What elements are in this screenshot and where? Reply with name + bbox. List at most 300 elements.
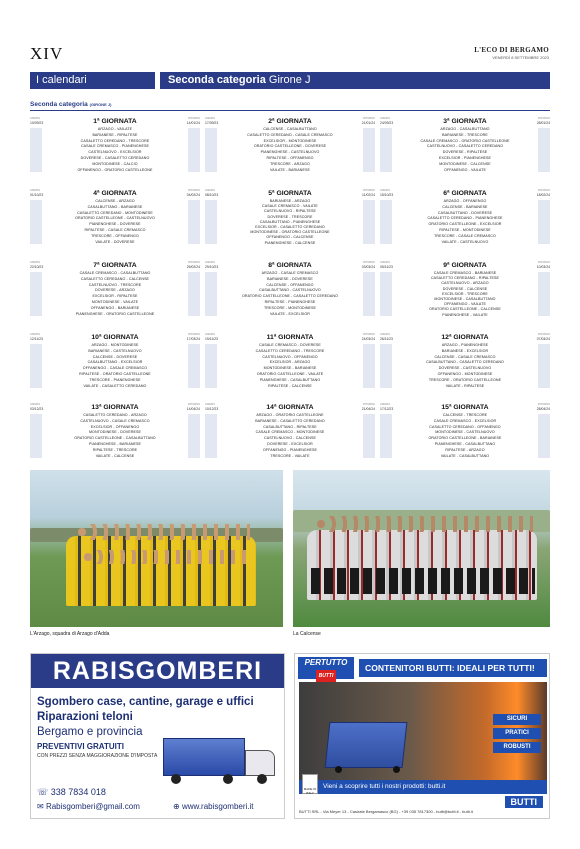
subtitle-rule	[30, 110, 550, 111]
right-strip	[188, 200, 200, 244]
match-list	[48, 343, 182, 389]
match: CASTELNUOVO - CALCENSE	[264, 436, 316, 441]
ad1-line3: Bergamo e provincia	[37, 726, 143, 738]
ritorno-date: 25/02/24	[186, 265, 200, 269]
andata-date: 22/10/23	[30, 265, 44, 269]
match: OFFANENGO - ORATORIO CASTELLEONE	[77, 167, 153, 172]
match: PIANENGHESE - CASTELNUOVO	[260, 150, 320, 155]
andata-date: 19/11/23	[205, 337, 218, 341]
andata-label: ANDATA	[380, 403, 391, 406]
masthead	[474, 46, 549, 60]
match: DOVERESE - EXCELSIOR	[267, 442, 313, 447]
round-title: 9ª GIORNATA	[443, 262, 487, 269]
ritorno-date: 11/02/24	[362, 193, 375, 197]
andata-date: 17/12/23	[380, 407, 394, 411]
right-strip	[538, 272, 550, 316]
match: MONTODINESE - BARIANESE	[263, 366, 317, 371]
round-card	[205, 189, 375, 247]
globe-icon: ⊕	[173, 802, 180, 811]
match: OFFANENGO - CASALE CREMASCO	[82, 366, 148, 371]
match: MONTODINESE - CASALBUTTANO	[434, 297, 496, 302]
match: CASALBUTTANO - DOVERESE	[437, 210, 493, 215]
round-title: 13ª GIORNATA	[91, 404, 139, 411]
match: TRESCORE - ARZAGO	[270, 161, 310, 166]
match: RIPALTESE - CASALE CREMASCO	[84, 228, 146, 233]
match: ORATORIO CASTELLEONE - BARIANESE	[428, 436, 502, 441]
match: CALCENSE - DOVERESE	[92, 354, 138, 359]
ad1-line5: CON PREZZI SENZA MAGGIORAZIONE D'IMPOSTA	[37, 753, 158, 759]
ad2-headline: CONTENITORI BUTTI: IDEALI PER TUTTI!	[359, 659, 547, 677]
andata-label: ANDATA	[205, 403, 216, 406]
match: CASTELNUOVO - ARZAGO	[441, 281, 489, 286]
match: EXCELSIOR - RIPALTESE	[92, 294, 138, 299]
section-title: Seconda categoria	[168, 74, 266, 86]
ad2-brand: BUTTI	[505, 796, 544, 808]
ritorno-date: 28/04/24	[536, 407, 550, 411]
andata-date: 29/10/23	[205, 265, 219, 269]
match: ARZAGO - ORATORIO CASTELLEONE	[256, 413, 324, 417]
round-title: 2ª GIORNATA	[268, 118, 312, 125]
match: DOVERESE - CASALETTO CEREDANO	[80, 156, 150, 161]
ad1-web[interactable]	[173, 802, 254, 811]
match: DOVERESE - RIPALTESE	[442, 150, 488, 155]
round-card	[205, 261, 375, 319]
ad1-line1: Sgombero case, cantine, garage e uffici	[37, 696, 254, 708]
match-list	[223, 413, 357, 459]
ritorno-date: 04/02/24	[186, 193, 200, 197]
match: TRESCORE - MONTODINESE	[263, 305, 317, 310]
match: ARZAGO - OFFANENGO	[443, 199, 487, 203]
ritorno-label: RITORNO	[363, 261, 375, 264]
match: CASALETTO CEREDANO - TRESCORE	[255, 348, 325, 353]
andata-label: ANDATA	[380, 261, 391, 264]
match: VAILATE - DOVERESE	[95, 239, 135, 244]
left-strip	[380, 272, 392, 316]
andata-label: ANDATA	[30, 403, 41, 406]
round-card	[205, 333, 375, 391]
match: ARZAGO - MONTODINESE	[91, 343, 139, 347]
round-card	[205, 403, 375, 461]
match: VAILATE - CASTELNUOVO	[441, 239, 489, 244]
right-strip	[538, 128, 550, 172]
match: VAILATE - EXCELSIOR	[270, 311, 310, 316]
match: RIPALTESE - MONTODINESE	[439, 228, 491, 233]
match: CASALE CREMASCO - DOVERESE	[259, 343, 321, 347]
match: CASALE CREMASCO - VAILATE	[262, 204, 318, 209]
subtitle	[30, 101, 111, 108]
andata-label: ANDATA	[205, 261, 216, 264]
ritorno-label: RITORNO	[363, 117, 375, 120]
match: OFFANENGO - VAILATE	[444, 302, 486, 307]
photo-calcense-caption: La Calcense	[293, 631, 321, 637]
andata-date: 26/11/23	[380, 337, 393, 341]
right-strip	[188, 414, 200, 458]
match: VAILATE - BARIANESE	[270, 167, 310, 172]
right-strip	[188, 344, 200, 388]
ritorno-date: 07/04/24	[536, 337, 550, 341]
ad1-line4: PREVENTIVI GRATUITI	[37, 742, 124, 751]
match: ARZAGO - VAILATE	[97, 127, 133, 131]
match: RIPALTESE - PIANENGHESE	[264, 300, 316, 305]
ritorno-date: 14/01/24	[186, 121, 200, 125]
ritorno-label: RITORNO	[363, 403, 375, 406]
match: VAILATE - CASALBUTTANO	[440, 453, 490, 458]
match: OFFANENGO - CALCENSE	[266, 235, 314, 240]
left-strip	[380, 414, 392, 458]
ritorno-label: RITORNO	[363, 333, 375, 336]
ritorno-label: RITORNO	[538, 189, 550, 192]
ritorno-date: 10/03/24	[536, 265, 550, 269]
ritorno-date: 18/02/24	[536, 193, 550, 197]
photo-arzago-caption: L'Arzago, squadra di Arzago d'Adda	[30, 631, 110, 637]
andata-date: 12/11/23	[30, 337, 43, 341]
round-card	[30, 117, 200, 175]
round-card	[205, 117, 375, 175]
match: PIANENGHESE - CALCENSE	[264, 240, 316, 245]
round-title: 11ª GIORNATA	[266, 334, 314, 341]
match: PIANENGHESE - DOVERESE	[89, 222, 141, 227]
round-card	[380, 189, 550, 247]
phone-icon: ☏	[37, 787, 49, 797]
andata-label: ANDATA	[205, 117, 216, 120]
match: BARIANESE - EXCELSIOR	[441, 348, 489, 353]
ritorno-date: 28/01/24	[536, 121, 550, 125]
match: OFFANENGO - MONTODINESE	[437, 372, 493, 377]
andata-label: ANDATA	[380, 189, 391, 192]
andata-label: ANDATA	[30, 333, 41, 336]
match: CASALBUTTANO - BARIANESE	[87, 204, 143, 209]
match: EXCELSIOR - ARZAGO	[269, 360, 311, 365]
right-strip	[538, 200, 550, 244]
match: CALCENSE - BARIANESE	[442, 204, 488, 209]
left-strip	[205, 414, 217, 458]
badge-robusti: ROBUSTI	[493, 742, 541, 753]
right-strip	[363, 344, 375, 388]
left-strip	[205, 200, 217, 244]
right-strip	[538, 344, 550, 388]
match: CASALETTO CEREDANO - PIANENGHESE	[427, 216, 503, 221]
match: ORATORIO CASTELLEONE - CASTELNUOVO	[75, 216, 155, 221]
match: RIPALTESE - OFFANENGO	[266, 156, 314, 161]
ad1-email[interactable]	[37, 802, 140, 811]
match: VAILATE - CALCENSE	[95, 453, 135, 458]
match: CASALETTO CEREDANO - CASALE CREMASCO	[247, 132, 333, 137]
match-list	[223, 127, 357, 173]
match: CASALBUTTANO - RIPALTESE	[263, 424, 317, 429]
match: CASTELNUOVO - RIPALTESE	[264, 209, 316, 214]
round-card	[380, 117, 550, 175]
match: CASALETTO CEREDANO - RIPALTESE	[430, 276, 500, 281]
match: CASALBUTTANO - PIANENGHESE	[259, 219, 321, 224]
match: ORATORIO CASTELLEONE - VAILATE	[256, 372, 324, 377]
andata-date: 05/11/23	[380, 265, 393, 269]
match: BARIANESE - ARZAGO	[269, 199, 311, 203]
match: BARIANESE - CASALETTO CEREDANO	[255, 418, 325, 423]
left-strip	[205, 128, 217, 172]
ritorno-date: 24/03/24	[361, 337, 375, 341]
match: ORATORIO CASTELLEONE - CASALETTO CEREDANO	[242, 294, 338, 299]
round-card	[30, 189, 200, 247]
andata-date: 10/09/23	[30, 121, 44, 125]
match: CASTELNUOVO - CASALETTO CEREDANO	[426, 144, 504, 149]
ad1-brand: RABISGOMBERI	[31, 654, 284, 688]
andata-date: 17/09/23	[205, 121, 219, 125]
match: TRESCORE - PIANENGHESE	[89, 377, 141, 382]
ritorno-label: RITORNO	[538, 403, 550, 406]
match: CASALETTO CEREDANO - ARZAGO	[83, 413, 147, 417]
match: ORATORIO CASTELLEONE - CALCENSE	[429, 307, 501, 312]
right-strip	[538, 414, 550, 458]
page-number: XIV	[30, 44, 64, 63]
match: CASALE CREMASCO - ORATORIO CASTELLEONE	[420, 138, 510, 143]
match: PIANENGHESE - ORATORIO CASTELLEONE	[75, 311, 155, 316]
ritorno-date: 17/03/24	[186, 337, 200, 341]
left-strip	[30, 128, 42, 172]
andata-label: ANDATA	[205, 189, 216, 192]
match: OFFANENGO - BARIANESE	[90, 305, 140, 310]
match: DOVERESE - ARZAGO	[95, 288, 135, 293]
match: MONTODINESE - CALCIO	[92, 161, 138, 166]
ritorno-date: 21/01/24	[361, 121, 375, 125]
andata-label: ANDATA	[205, 333, 216, 336]
match: BARIANESE - DOVERESE	[267, 276, 313, 281]
match: CALCENSE - OFFANENGO	[266, 282, 314, 287]
badge-pratici: PRATICI	[493, 728, 541, 739]
match: CASALBUTTANO - EXCELSIOR	[87, 360, 143, 365]
match-list	[223, 199, 357, 245]
match: MONTODINESE - DOVERESE	[88, 430, 142, 435]
ritorno-label: RITORNO	[188, 189, 200, 192]
match: EXCELSIOR - CASALETTO CEREDANO	[255, 225, 325, 230]
match-list	[398, 199, 532, 245]
right-strip	[188, 272, 200, 316]
issue-date: VENERDÌ 8 SETTEMBRE 2023	[492, 55, 549, 60]
subtitle-main: Seconda categoria	[30, 101, 88, 108]
photo-arzago	[30, 470, 283, 627]
left-strip	[30, 272, 42, 316]
match: CALCENSE - CASALBUTTANO	[263, 127, 317, 131]
round-title: 7ª GIORNATA	[93, 262, 137, 269]
match: OFFANENGO - PIANENGHESE	[262, 447, 318, 452]
andata-label: ANDATA	[380, 117, 391, 120]
match: BARIANESE - RIPALTESE	[92, 132, 138, 137]
ritorno-label: RITORNO	[188, 261, 200, 264]
left-strip	[30, 200, 42, 244]
ritorno-label: RITORNO	[188, 117, 200, 120]
andata-date: 15/10/23	[380, 193, 394, 197]
match: CASALE CREMASCO - EXCELSIOR	[433, 418, 497, 423]
right-strip	[363, 272, 375, 316]
left-strip	[380, 200, 392, 244]
match: CASALETTO CEREDANO - MONTODINESE	[77, 210, 153, 215]
ritorno-label: RITORNO	[538, 261, 550, 264]
ritorno-label: RITORNO	[538, 117, 550, 120]
match: EXCELSIOR - TRESCORE	[442, 291, 488, 296]
ad-rabisgomberi[interactable]	[30, 653, 285, 819]
match: PIANENGHESE - CASALBUTTANO	[259, 377, 321, 382]
match-list	[398, 127, 532, 173]
butti-logo-sub: BUTTI	[316, 670, 337, 682]
match: PIANENGHESE - CASALBUTTANO	[434, 442, 496, 447]
round-title: 15ª GIORNATA	[441, 404, 489, 411]
andata-label: ANDATA	[380, 333, 391, 336]
match: CASALE CREMASCO - CASALBUTTANO	[79, 271, 151, 275]
left-strip	[30, 344, 42, 388]
round-card	[380, 261, 550, 319]
match: EXCELSIOR - PIANENGHESE	[438, 156, 492, 161]
match: CASALE CREMASCO - BARIANESE	[433, 271, 497, 275]
right-strip	[188, 128, 200, 172]
match: CASTELNUOVO - EXCELSIOR	[88, 150, 142, 155]
match: TRESCORE - OFFANENGO	[91, 233, 139, 238]
left-strip	[205, 344, 217, 388]
round-title: 1ª GIORNATA	[93, 118, 137, 125]
ad1-email-text: Rabisgomberi@gmail.com	[45, 802, 140, 811]
match-list	[48, 413, 182, 459]
butti-logo	[298, 657, 354, 679]
match: RIPALTESE - ORATORIO CASTELLEONE	[79, 372, 151, 377]
match: RIPALTESE - ARZAGO	[445, 447, 485, 452]
ad-butti[interactable]	[294, 653, 550, 819]
match: DOVERESE - CASTELNUOVO	[438, 366, 492, 371]
andata-date: 01/10/23	[30, 193, 44, 197]
match: CASALETTO CEREDANO - OFFANENGO	[429, 424, 501, 429]
match: MONTODINESE - CASTELNUOVO	[435, 430, 495, 435]
match: PIANENGHESE - VAILATE	[442, 312, 488, 317]
round-title: 3ª GIORNATA	[443, 118, 487, 125]
badge-sicuri: SICURI	[493, 714, 541, 725]
truck-image	[163, 738, 281, 786]
match-list	[398, 271, 532, 317]
section-title-bar	[160, 72, 550, 89]
newspaper-name: L'ECO DI BERGAMO	[474, 46, 549, 54]
round-title: 4ª GIORNATA	[93, 190, 137, 197]
match: EXCELSIOR - MONTODINESE	[263, 138, 317, 143]
match: CASALETTO CEREDANO - CALCENSE	[80, 276, 150, 281]
match: MONTODINESE - VAILATE	[91, 300, 139, 305]
subtitle-small: (GIRONE J)	[89, 102, 112, 107]
made-in-italy-badge: MADE IN ITALY	[302, 774, 318, 794]
match-list	[398, 413, 532, 459]
match: RIPALTESE - TRESCORE	[92, 447, 138, 452]
match-list	[48, 271, 182, 317]
round-title: 14ª GIORNATA	[266, 404, 314, 411]
match: MONTODINESE - ORATORIO CASTELLEONE	[250, 230, 330, 235]
right-strip	[363, 128, 375, 172]
match: EXCELSIOR - OFFANENGO	[90, 424, 140, 429]
match: BARIANESE - CASTELNUOVO	[88, 348, 142, 353]
match: CALCENSE - TRESCORE	[442, 413, 488, 417]
photo-calcense	[293, 470, 550, 627]
match: CASTELNUOVO - TRESCORE	[88, 282, 142, 287]
round-title: 5ª GIORNATA	[268, 190, 312, 197]
match: VAILATE - CASALETTO CEREDANO	[83, 383, 147, 388]
andata-date: 10/12/23	[205, 407, 219, 411]
match: ORATORIO CASTELLEONE - DOVERESE	[253, 144, 327, 149]
match: CASALBUTTANO - CASALETTO CEREDANO	[426, 360, 504, 365]
section-girone: Girone J	[268, 74, 311, 86]
ad2-tagline: Vieni a scoprire tutti i nostri prodotti: butti.it	[299, 780, 547, 794]
match: OFFANENGO - VAILATE	[444, 167, 486, 172]
match: CASTELNUOVO - CASALE CREMASCO	[80, 418, 150, 423]
left-strip	[30, 414, 42, 458]
match: CASTELNUOVO - OFFANENGO	[262, 354, 318, 359]
left-strip	[380, 344, 392, 388]
round-card	[30, 333, 200, 391]
match: ARZAGO - CASALE CREMASCO	[261, 271, 319, 275]
ad2-footer: BUTTI SRL - Via Meyer 13 - Casirate Bergamasco (BG) - +39 035 7817300 - butti@butti.it - butti.it	[299, 809, 473, 814]
section-label: I calendari	[30, 72, 155, 89]
ritorno-date: 21/04/24	[361, 407, 375, 411]
round-title: 8ª GIORNATA	[268, 262, 312, 269]
round-title: 10ª GIORNATA	[91, 334, 139, 341]
round-card	[380, 403, 550, 461]
andata-date: 08/10/23	[205, 193, 219, 197]
match-list	[223, 343, 357, 389]
round-card	[30, 403, 200, 461]
match-list	[398, 343, 532, 389]
right-strip	[363, 200, 375, 244]
match: TRESCORE - VAILATE	[270, 453, 310, 458]
match: ORATORIO CASTELLEONE - CASALBUTTANO	[74, 436, 156, 441]
ad1-line2: Riparazioni teloni	[37, 711, 133, 723]
match: ARZAGO - CASALBUTTANO	[440, 127, 490, 131]
round-title: 12ª GIORNATA	[441, 334, 489, 341]
ritorno-label: RITORNO	[188, 333, 200, 336]
match: ORATORIO CASTELLEONE - EXCELSIOR	[428, 222, 502, 227]
ritorno-label: RITORNO	[363, 189, 375, 192]
round-card	[380, 333, 550, 391]
round-title: 6ª GIORNATA	[443, 190, 487, 197]
andata-label: ANDATA	[30, 117, 41, 120]
match: ARZAGO - PIANENGHESE	[441, 343, 489, 347]
match: BARIANESE - TRESCORE	[442, 132, 488, 137]
left-strip	[380, 128, 392, 172]
andata-date: 03/12/23	[30, 407, 44, 411]
match: CALCENSE - CASALE CREMASCO	[434, 354, 496, 359]
round-card	[30, 261, 200, 319]
ad1-phone[interactable]	[37, 787, 106, 798]
ad1-phone-text: 338 7834 018	[50, 787, 106, 797]
butti-logo-text: PERTUTTO	[304, 658, 348, 667]
left-strip	[205, 272, 217, 316]
match: CASALE CREMASCO - MONTODINESE	[255, 430, 325, 435]
mail-icon: ✉	[37, 802, 44, 811]
ritorno-label: RITORNO	[188, 403, 200, 406]
andata-label: ANDATA	[30, 189, 41, 192]
ritorno-date: 03/03/24	[361, 265, 375, 269]
ad1-web-text: www.rabisgomberi.it	[181, 802, 254, 811]
match: TRESCORE - ORATORIO CASTELLEONE	[428, 377, 502, 382]
right-strip	[363, 414, 375, 458]
match: TRESCORE - CASALE CREMASCO	[434, 233, 496, 238]
andata-date: 24/09/23	[380, 121, 394, 125]
match: CASALETTO CEREDANO - TRESCORE	[80, 138, 150, 143]
match: CALCENSE - ARZAGO	[95, 199, 135, 203]
match: PIANENGHESE - BARIANESE	[88, 442, 142, 447]
andata-label: ANDATA	[30, 261, 41, 264]
match-list	[48, 199, 182, 245]
match-list	[48, 127, 182, 173]
match: MONTODINESE - CALCENSE	[439, 161, 491, 166]
match: VAILATE - RIPALTESE	[445, 383, 485, 388]
match: DOVERESE - TRESCORE	[267, 214, 313, 219]
match: CASALBUTTANO - CASTELNUOVO	[259, 288, 321, 293]
ritorno-label: RITORNO	[538, 333, 550, 336]
ritorno-date: 14/04/24	[186, 407, 200, 411]
match-list	[223, 271, 357, 317]
match: RIPALTESE - CALCENSE	[268, 383, 312, 388]
